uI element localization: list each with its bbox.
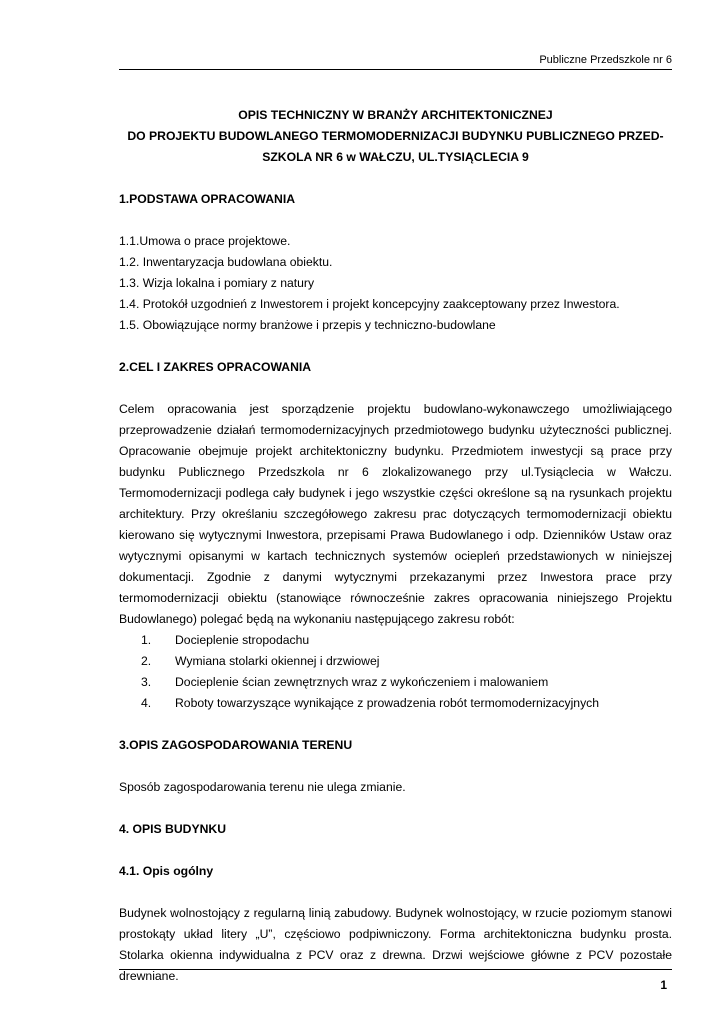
- list-item: [141, 693, 672, 714]
- section-2-work-list: [119, 630, 672, 714]
- section-3-paragraph: Sposób zagospodarowania terenu nie ulega zmianie.: [119, 780, 406, 794]
- list-item: 1.3. Wizja lokalna i pomiary z natury: [119, 276, 315, 290]
- header-rule: [119, 69, 672, 70]
- section-4-heading: 4. OPIS BUDYNKU: [119, 822, 226, 836]
- title-line-3: SZKOLA NR 6 w WAŁCZU, UL.TYSIĄCLECIA 9: [262, 150, 529, 164]
- running-header: Publiczne Przedszkole nr 6: [539, 54, 672, 66]
- list-item: [141, 672, 672, 693]
- list-item: 1.2. Inwentaryzacja budowlana obiektu.: [119, 255, 333, 269]
- list-item: [141, 630, 672, 651]
- list-text: Wymiana stolarki okiennej i drzwiowej: [175, 654, 380, 668]
- list-text: Roboty towarzyszące wynikające z prowadzenia robót termomodernizacyjnych: [175, 696, 600, 710]
- list-item: 1.4. Protokół uzgodnień z Inwestorem i projekt koncepcyjny zaakceptowany przez Inwestora.: [119, 297, 620, 311]
- list-number: 2.: [141, 654, 152, 668]
- section-4-1-subheading: 4.1. Opis ogólny: [119, 864, 214, 878]
- document-title: [119, 105, 672, 168]
- section-1-heading: 1.PODSTAWA OPRACOWANIA: [119, 192, 296, 206]
- list-text: Docieplenie stropodachu: [175, 633, 310, 647]
- list-number: 3.: [141, 675, 152, 689]
- section-3-heading: 3.OPIS ZAGOSPODAROWANIA TERENU: [119, 738, 353, 752]
- document-body: [119, 105, 672, 987]
- title-line-1: OPIS TECHNICZNY W BRANŻY ARCHITEKTONICZNEJ: [238, 108, 553, 122]
- list-number: 1.: [141, 633, 152, 647]
- title-line-2: DO PROJEKTU BUDOWLANEGO TERMOMODERNIZACJI BUDYNKU PUBLICZNEGO PRZED-: [127, 129, 664, 143]
- list-item: [141, 651, 672, 672]
- section-4-1-paragraph: Budynek wolnostojący z regularną linią zabudowy. Budynek wolnostojący, w rzucie poziomym stanowi prostokąty układ litery „U”, częściowo podpiwniczony. Forma architektoniczna budynku prosta. Stolarka okienna indywidualna z PCV oraz z drewna. Drzwi wejściowe główne z PCV pozostałe drewniane.: [119, 906, 672, 983]
- section-1-list: [119, 231, 672, 336]
- list-item: 1.1.Umowa o prace projektowe.: [119, 234, 291, 248]
- section-2-paragraph: Celem opracowania jest sporządzenie projektu budowlano-wykonawczego umożliwiającego przeprowadzenie działań termomodernizacyjnych przedmiotowego budynku użyteczności publicznej. Opracowanie obejmuje projekt architektoniczny budynku. Przedmiotem inwestycji są prace przy budynku Publicznego Przedszkola nr 6 zlokalizowanego przy ul.Tysiąclecia w Wałczu. Termomodernizacji podlega cały budynek i jego wszystkie części określone są na rysunkach projektu architektury. Przy określaniu szczegółowego zakresu prac dotyczących termomodernizacji obiektu kierowano się wytycznymi Inwestora, przepisami Prawa Budowlanego i odp. Dzienników Ustaw oraz wytycznymi opisanymi w kartach technicznych systemów ociepleń przedstawionych w niniejszej dokumentacji. Zgodnie z danymi wytycznymi przekazanymi przez Inwestora prace przy termomodernizacji obiektu (stanowiące równocześnie zakres opracowania niniejszego Projektu Budowlanego) polegać będą na wykonaniu następującego zakresu robót:: [119, 402, 672, 626]
- list-number: 4.: [141, 696, 152, 710]
- list-text: Docieplenie ścian zewnętrznych wraz z wykończeniem i malowaniem: [175, 675, 549, 689]
- page-number: 1: [660, 978, 667, 992]
- section-2-heading: 2.CEL I ZAKRES OPRACOWANIA: [119, 360, 312, 374]
- footer-rule: [119, 969, 672, 970]
- list-item: 1.5. Obowiązujące normy branżowe i przepis y techniczno-budowlane: [119, 318, 496, 332]
